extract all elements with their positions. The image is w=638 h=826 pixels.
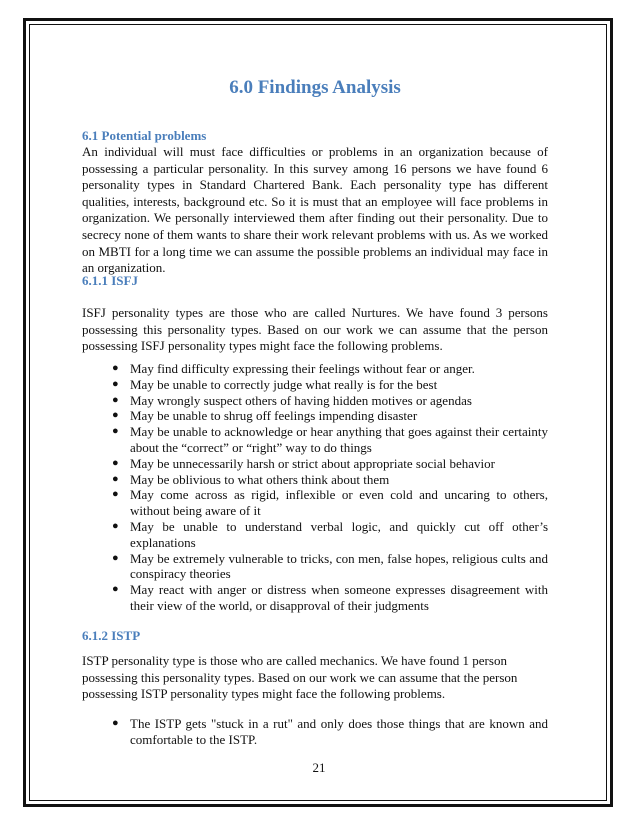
bullet-icon: ●	[112, 583, 119, 596]
section-heading-isfj: 6.1.1 ISFJ	[82, 273, 138, 288]
bullet-icon: ●	[112, 717, 119, 729]
list-item: ● May be oblivious to what others think about them	[112, 471, 390, 487]
list-item: ● May be extremely vulnerable to tricks, con men, false hopes, religious cults and conspiracy theories	[112, 550, 548, 582]
bullet-icon: ●	[112, 519, 119, 532]
list-item: ● The ISTP gets "stuck in a rut" and only does those things that are known and comfortable to the ISTP.	[112, 716, 548, 747]
bullet-icon: ●	[112, 362, 119, 374]
section-body-istp: ISTP personality type is those who are called mechanics. We have found 1 person possessing this personality types. Based on our work we can assume that the person possessing ISTP personality types might face the following problems.	[82, 653, 518, 702]
list-item: ● May react with anger or distress when someone expresses disagreement with their view of the world, or disapproval of their judgments	[112, 582, 548, 613]
list-item: ● May find difficulty expressing their feelings without fear or anger.	[112, 361, 475, 376]
list-item: ● May be unable to correctly judge what really is for the best	[112, 376, 438, 392]
bullet-icon: ●	[112, 377, 119, 390]
bullet-icon: ●	[112, 488, 119, 501]
isfj-bullet-list	[82, 361, 548, 614]
bullet-icon: ●	[112, 425, 119, 438]
list-item: ● May wrongly suspect others of having hidden motives or agendas	[112, 392, 472, 408]
section-heading-potential-problems: 6.1 Potential problems	[82, 128, 207, 143]
list-item: ● May be unable to shrug off feelings impending disaster	[112, 408, 418, 424]
bullet-icon: ●	[112, 472, 119, 485]
bullet-icon: ●	[112, 456, 119, 469]
bullet-icon: ●	[112, 551, 119, 564]
page-number: 21	[312, 760, 326, 775]
section-body-isfj: ISFJ personality types are those who are called Nurtures. We have found 3 persons possessing this personality types. Based on our work we can assume that the person possessing ISFJ personality types might face the following problems.	[82, 305, 548, 354]
page-title: 6.0 Findings Analysis	[229, 77, 401, 98]
section-heading-istp: 6.1.2 ISTP	[82, 628, 141, 643]
list-item: ● May come across as rigid, inflexible or even cold and uncaring to others, without being aware of it	[112, 487, 548, 519]
list-item: ● May be unable to understand verbal logic, and quickly cut off other’s explanations	[112, 518, 548, 550]
section-body-potential-problems: An individual will must face difficulties or problems in an organization because of possessing a particular personality. In this survey among 16 persons we have found 6 personality types in Standard Chartered Bank. Each personality type has different qualities, interests, background etc. So it is must that an employee will face problems in organization. We personally interviewed them after finding out their personality. Due to secrecy none of them wants to share their work relevant problems with us. As we worked on MBTI for a long time we can assume the possible problems an individual may face in an organization.	[82, 144, 548, 276]
list-item: ● May be unable to acknowledge or hear anything that goes against their certainty about the “correct” or “right” way to do things	[112, 424, 548, 455]
bullet-icon: ●	[112, 409, 119, 422]
istp-bullet-list	[82, 716, 548, 748]
bullet-icon: ●	[112, 393, 119, 406]
list-item: ● May be unnecessarily harsh or strict about appropriate social behavior	[112, 455, 495, 471]
